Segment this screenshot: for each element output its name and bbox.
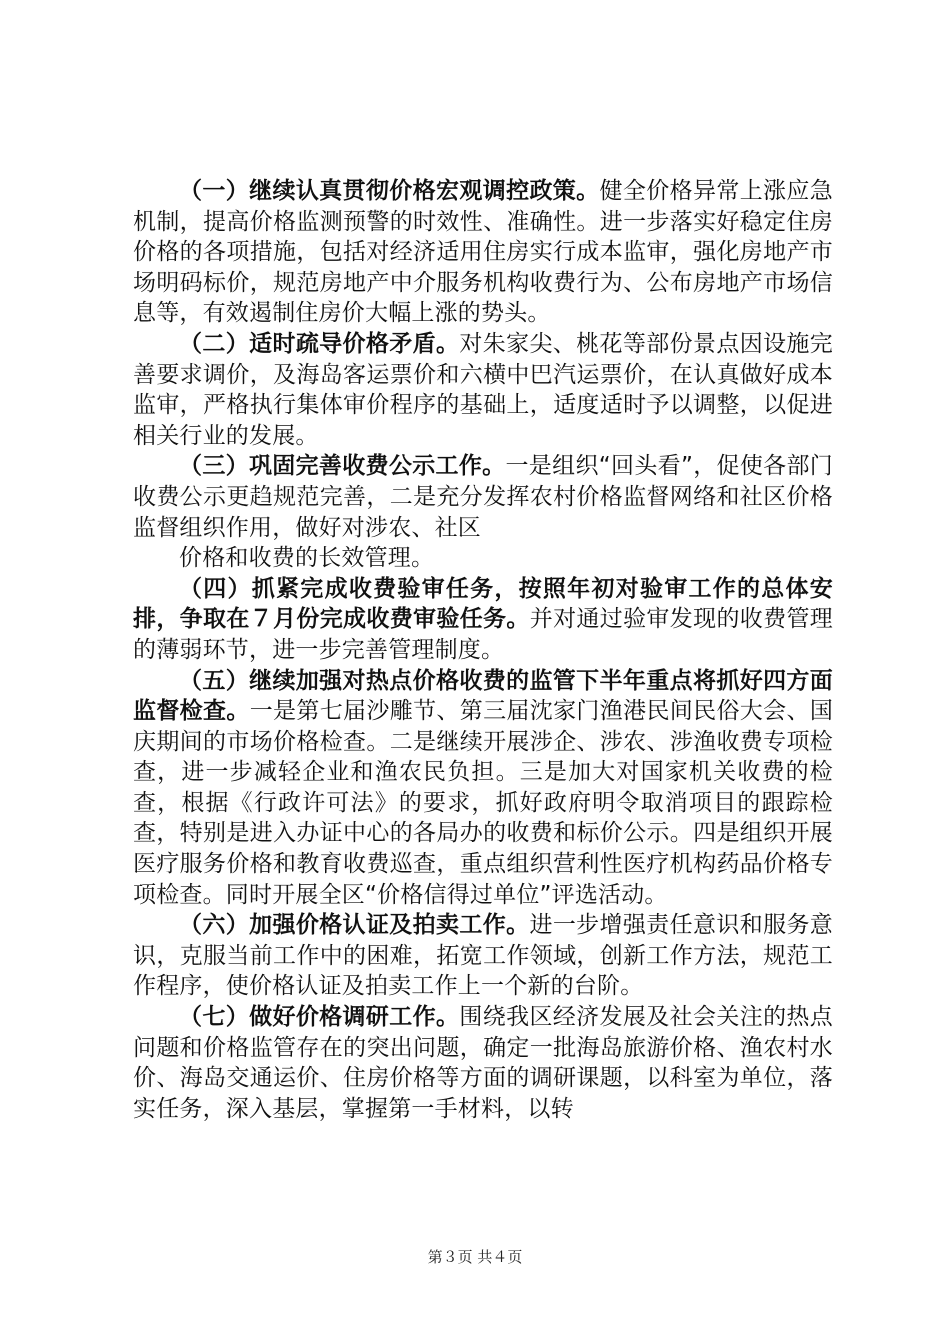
- paragraph-6-heading: （六）加强价格认证及拍卖工作。: [179, 912, 530, 939]
- paragraph-4: [133, 574, 833, 666]
- page-footer: [0, 1246, 950, 1267]
- paragraph-7-heading: （七）做好价格调研工作。: [179, 1004, 460, 1031]
- paragraph-3-heading: （三）巩固完善收费公示工作。: [179, 453, 506, 480]
- paragraph-4-text: 并对通过验审发现的收费管理的薄弱环节，进一步完善管理制度。: [133, 606, 833, 663]
- document-body: [133, 176, 833, 1124]
- paragraph-1: [133, 176, 833, 329]
- page-number-label: 第３页 共４页: [427, 1248, 523, 1266]
- paragraph-5-heading: （五）继续加强对热点价格收费的监管下半年重点将抓好四方面监督检查。: [133, 667, 833, 725]
- paragraph-6-text: 进一步增强责任意识和服务意识，克服当前工作中的困难，拓宽工作领域，创新工作方法，规范工作程序，使价格认证及拍卖工作上一个新的台阶。: [133, 912, 834, 1000]
- paragraph-1-heading: （一）继续认真贯彻价格宏观调控政策。: [179, 178, 600, 204]
- paragraph-1-text: 健全价格异常上涨应急机制，提高价格监测预警的时效性、准确性。进一步落实好稳定住房价格的各项措施，包括对经济适用住房实行成本监审，强化房地产市场明码标价，规范房地产中介服务机构收费行为、公布房地产市场信息等，有效遏制住房价大幅上涨的势头。: [133, 178, 833, 327]
- paragraph-7-text: 围绕我区经济发展及社会关注的热点问题和价格监管存在的突出问题，确定一批海岛旅游价格、渔农村水价、海岛交通运价、住房价格等方面的调研课题，以科室为单位，落实任务，深入基层，掌握第一手材料，以转: [133, 1004, 833, 1122]
- paragraph-4-heading: （四）抓紧完成收费验审任务，按照年初对验审工作的总体安排，争取在７月份完成收费审验任务。: [133, 575, 833, 633]
- paragraph-3-continuation-text: 价格和收费的长效管理。: [179, 545, 435, 572]
- paragraph-3-continuation: [133, 543, 833, 574]
- paragraph-3: [133, 451, 833, 543]
- paragraph-5-text: 一是第七届沙雕节、第三届沈家门渔港民间民俗大会、国庆期间的市场价格检查。二是继续开展涉企、涉农、涉渔收费专项检查，进一步减轻企业和渔农民负担。三是加大对国家机关收费的检查，根据《行政许可法》的要求，抓好政府明令取消项目的跟踪检查，特别是进入办证中心的各局办的收费和标价公示。四是组织开展医疗服务价格和教育收费巡查，重点组织营利性医疗机构药品价格专项检查。同时开展全区“价格信得过单位”评选活动。: [133, 698, 834, 908]
- paragraph-5: [133, 666, 833, 911]
- paragraph-7: [133, 1002, 833, 1124]
- paragraph-2: [133, 329, 833, 451]
- paragraph-3-text: 一是组织“回头看”，促使各部门收费公示更趋规范完善，二是充分发挥农村价格监督网络和社区价格监督组织作用，做好对涉农、社区: [133, 453, 833, 541]
- paragraph-6: [133, 910, 833, 1002]
- paragraph-2-text: 对朱家尖、桃花等部份景点因设施完善要求调价，及海岛客运票价和六横中巴汽运票价，在认真做好成本监审，严格执行集体审价程序的基础上，适度适时予以调整，以促进相关行业的发展。: [133, 330, 833, 449]
- paragraph-2-heading: （二）适时疏导价格矛盾。: [179, 330, 460, 357]
